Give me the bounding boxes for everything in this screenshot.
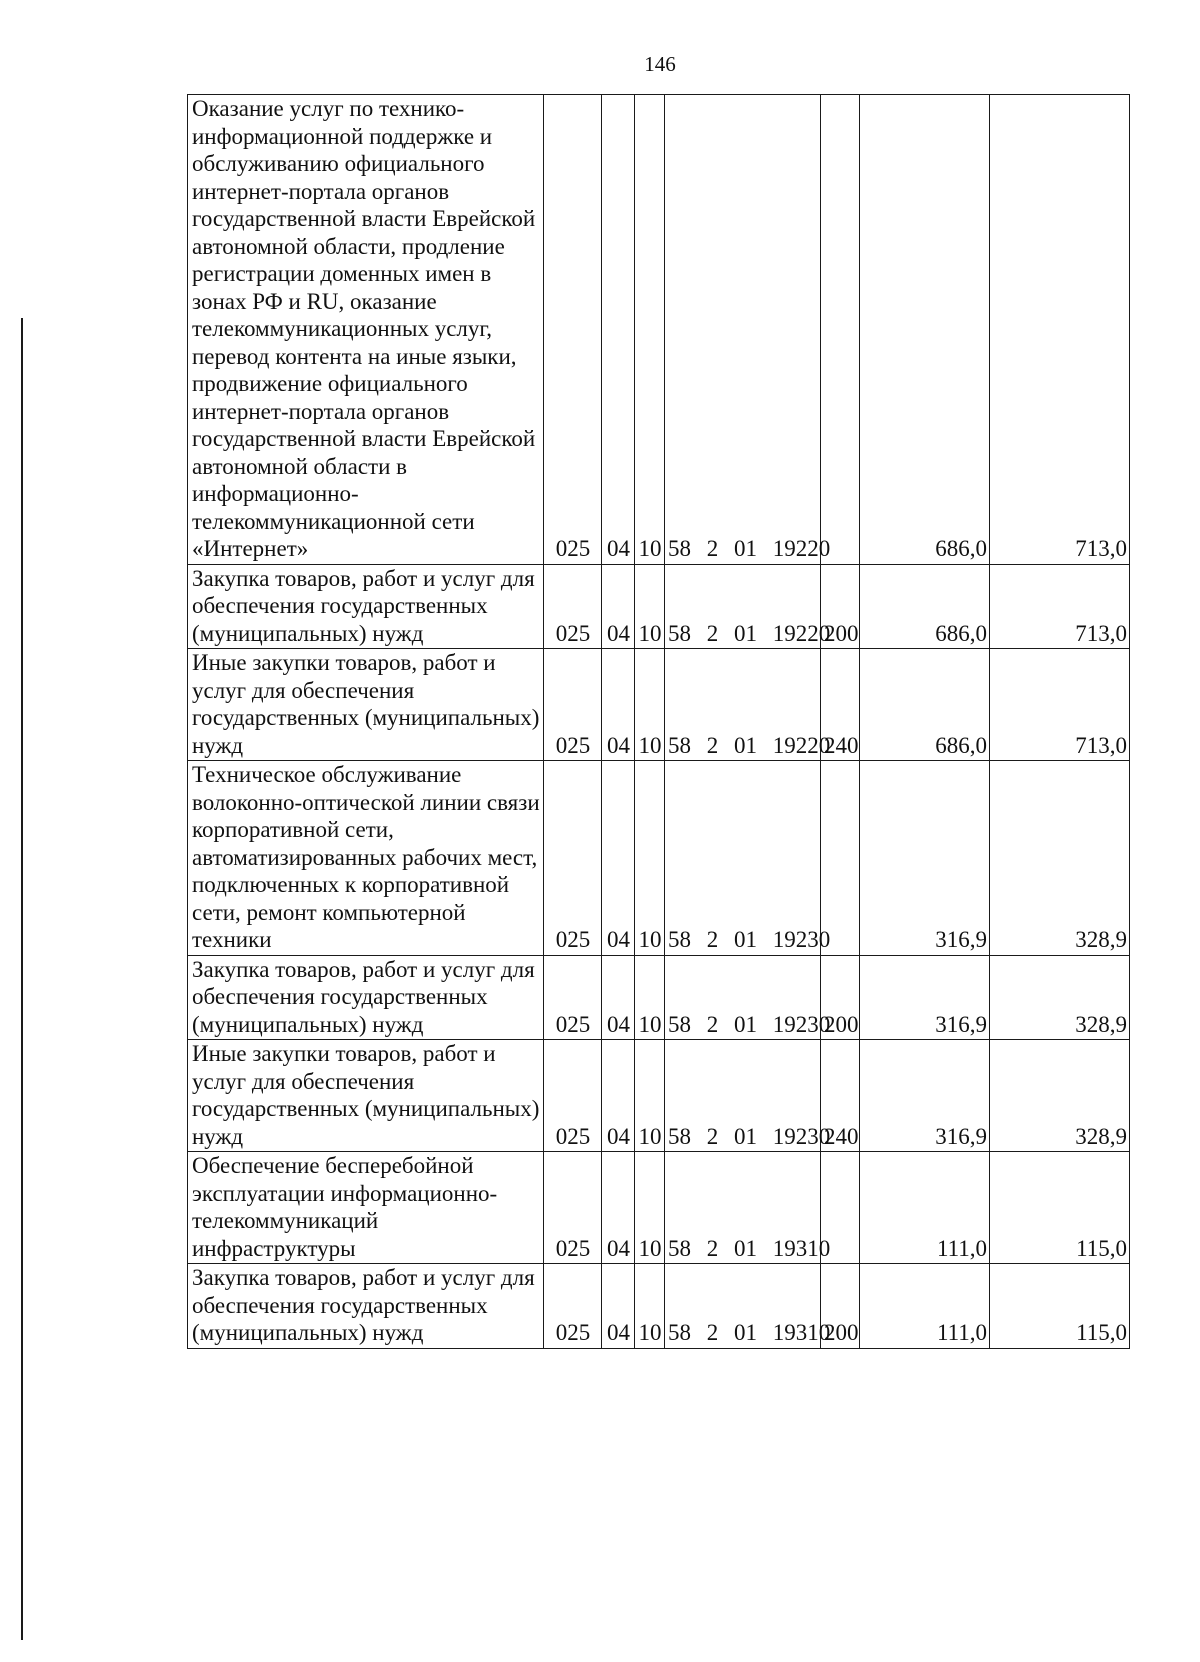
subsection-code: 10 xyxy=(635,1152,665,1264)
scan-margin-line xyxy=(21,318,23,1640)
expense-type-code: 200 xyxy=(821,955,860,1040)
section-code: 04 xyxy=(602,649,635,761)
expense-type-code: 240 xyxy=(821,649,860,761)
sum-year-1: 686,0 xyxy=(860,95,990,565)
subsection-code: 10 xyxy=(635,1264,665,1349)
sum-year-2: 713,0 xyxy=(990,564,1130,649)
target-article-code: 58 2 01 19230 xyxy=(665,1040,821,1152)
table-row xyxy=(188,955,1130,1040)
section-code: 04 xyxy=(602,955,635,1040)
subsection-code: 10 xyxy=(635,649,665,761)
target-article-code: 58 2 01 19220 xyxy=(665,564,821,649)
ministry-code: 025 xyxy=(544,1040,602,1152)
section-code: 04 xyxy=(602,1264,635,1349)
table-row xyxy=(188,1264,1130,1349)
sum-year-1: 316,9 xyxy=(860,1040,990,1152)
expense-type-code: 200 xyxy=(821,564,860,649)
sum-year-1: 111,0 xyxy=(860,1152,990,1264)
section-code: 04 xyxy=(602,1040,635,1152)
row-name: Оказание услуг по технико-информационной поддержке и обслуживанию официального интернет-портала органов государственной власти Еврейской автономной области, продление регистрации доменных имен в зонах РФ и RU, оказание телекоммуникационных услуг, перевод контента на иные языки, продвижение официального интернет-портала органов государственной власти Еврейской автономной области в информационно-телекоммуникационной сети «Интернет» xyxy=(188,95,544,565)
ministry-code: 025 xyxy=(544,761,602,956)
section-code: 04 xyxy=(602,1152,635,1264)
subsection-code: 10 xyxy=(635,564,665,649)
ministry-code: 025 xyxy=(544,1152,602,1264)
target-article-code: 58 2 01 19230 xyxy=(665,955,821,1040)
sum-year-1: 316,9 xyxy=(860,761,990,956)
target-article-code: 58 2 01 19310 xyxy=(665,1152,821,1264)
sum-year-2: 328,9 xyxy=(990,955,1130,1040)
page-number: 146 xyxy=(644,52,676,76)
row-name: Закупка товаров, работ и услуг для обеспечения государственных (муниципальных) нужд xyxy=(188,1264,544,1349)
section-code: 04 xyxy=(602,564,635,649)
subsection-code: 10 xyxy=(635,955,665,1040)
section-code: 04 xyxy=(602,95,635,565)
ministry-code: 025 xyxy=(544,564,602,649)
ministry-code: 025 xyxy=(544,649,602,761)
row-name: Иные закупки товаров, работ и услуг для обеспечения государственных (муниципальных) нужд xyxy=(188,1040,544,1152)
section-code: 04 xyxy=(602,761,635,956)
row-name: Техническое обслуживание волоконно-оптической линии связи корпоративной сети, автоматизированных рабочих мест, подключенных к корпоративной сети, ремонт компьютерной техники xyxy=(188,761,544,956)
row-name: Иные закупки товаров, работ и услуг для обеспечения государственных (муниципальных) нужд xyxy=(188,649,544,761)
sum-year-2: 713,0 xyxy=(990,649,1130,761)
target-article-code: 58 2 01 19310 xyxy=(665,1264,821,1349)
target-article-code: 58 2 01 19220 xyxy=(665,649,821,761)
sum-year-1: 111,0 xyxy=(860,1264,990,1349)
sum-year-2: 328,9 xyxy=(990,761,1130,956)
table-row xyxy=(188,761,1130,956)
ministry-code: 025 xyxy=(544,1264,602,1349)
sum-year-1: 686,0 xyxy=(860,564,990,649)
subsection-code: 10 xyxy=(635,1040,665,1152)
target-article-code: 58 2 01 19230 xyxy=(665,761,821,956)
subsection-code: 10 xyxy=(635,95,665,565)
table-row xyxy=(188,1040,1130,1152)
target-article-code: 58 2 01 19220 xyxy=(665,95,821,565)
sum-year-2: 115,0 xyxy=(990,1152,1130,1264)
table-row xyxy=(188,649,1130,761)
expense-type-code xyxy=(821,95,860,565)
row-name: Закупка товаров, работ и услуг для обеспечения государственных (муниципальных) нужд xyxy=(188,955,544,1040)
subsection-code: 10 xyxy=(635,761,665,956)
sum-year-2: 713,0 xyxy=(990,95,1130,565)
table-row xyxy=(188,1152,1130,1264)
table-row xyxy=(188,95,1130,565)
sum-year-1: 316,9 xyxy=(860,955,990,1040)
expense-type-code: 200 xyxy=(821,1264,860,1349)
expense-type-code xyxy=(821,761,860,956)
sum-year-1: 686,0 xyxy=(860,649,990,761)
expense-type-code: 240 xyxy=(821,1040,860,1152)
ministry-code: 025 xyxy=(544,95,602,565)
budget-table xyxy=(187,94,1130,1349)
sum-year-2: 328,9 xyxy=(990,1040,1130,1152)
table-row xyxy=(188,564,1130,649)
row-name: Обеспечение бесперебойной эксплуатации информационно-телекоммуникаций инфраструктуры xyxy=(188,1152,544,1264)
sum-year-2: 115,0 xyxy=(990,1264,1130,1349)
ministry-code: 025 xyxy=(544,955,602,1040)
row-name: Закупка товаров, работ и услуг для обеспечения государственных (муниципальных) нужд xyxy=(188,564,544,649)
